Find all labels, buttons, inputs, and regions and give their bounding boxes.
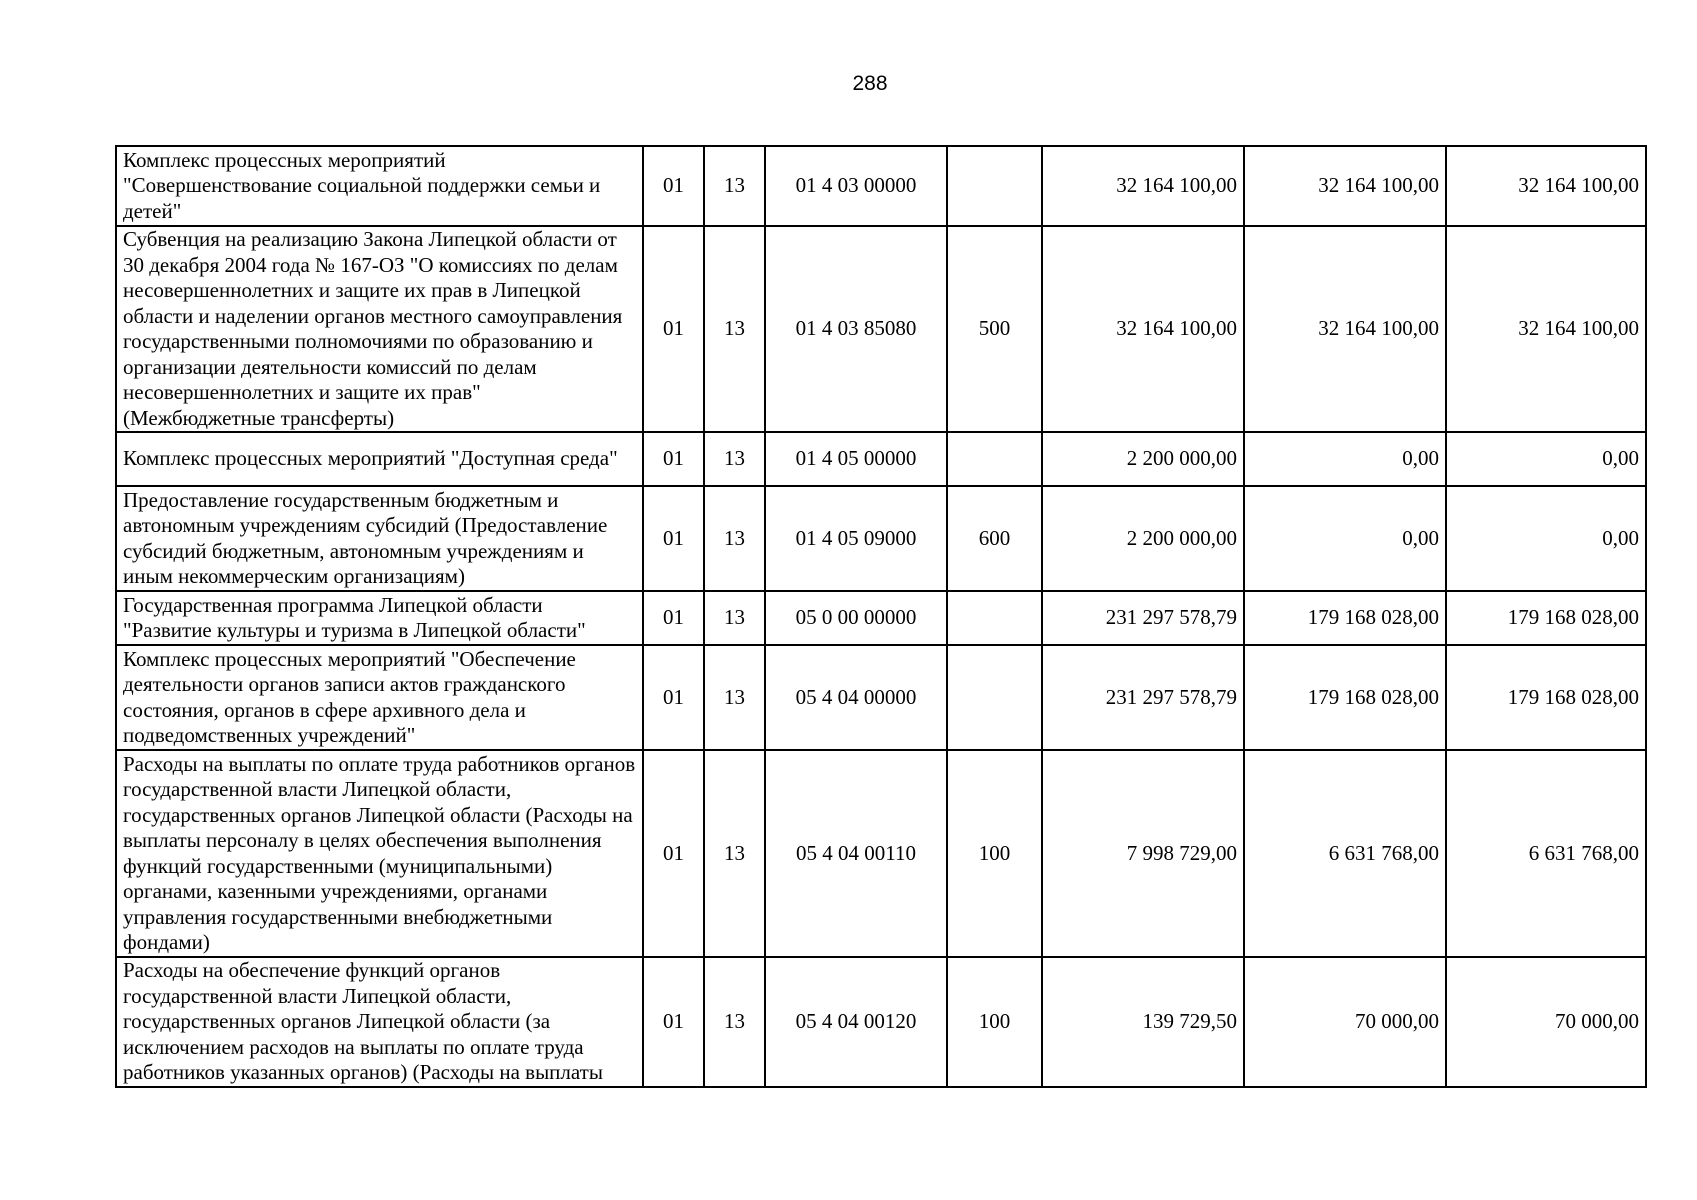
amount-year2-cell: 32 164 100,00 — [1244, 146, 1446, 226]
subsection-code-cell: 13 — [704, 486, 765, 591]
table-row — [116, 957, 1646, 1087]
amount-year3-cell: 0,00 — [1446, 486, 1646, 591]
section-code-cell: 01 — [643, 432, 704, 486]
amount-year2-cell: 0,00 — [1244, 486, 1446, 591]
amount-year2-cell: 179 168 028,00 — [1244, 645, 1446, 750]
amount-year1-cell: 32 164 100,00 — [1042, 226, 1244, 432]
subsection-code-cell: 13 — [704, 957, 765, 1087]
subsection-code-cell: 13 — [704, 226, 765, 432]
expense-name-cell: Комплекс процессных мероприятий "Обеспечение деятельности органов записи актов гражданского состояния, органов в сфере архивного дела и подведомственных учреждений" — [116, 645, 643, 750]
expense-type-cell: 600 — [947, 486, 1042, 591]
subsection-code-cell: 13 — [704, 146, 765, 226]
expense-type-cell — [947, 591, 1042, 645]
section-code-cell: 01 — [643, 750, 704, 957]
expense-name-cell: Субвенция на реализацию Закона Липецкой области от 30 декабря 2004 года № 167-ОЗ "О комиссиях по делам несовершеннолетних и защите их прав в Липецкой области и наделении органов местного самоуправления государственными полномочиями по образованию и организации деятельности комиссий по делам несовершеннолетних и защите их прав" (Межбюджетные трансферты) — [116, 226, 643, 432]
table-row — [116, 486, 1646, 591]
amount-year3-cell: 32 164 100,00 — [1446, 146, 1646, 226]
target-article-cell: 01 4 03 85080 — [765, 226, 947, 432]
table-row — [116, 591, 1646, 645]
amount-year1-cell: 7 998 729,00 — [1042, 750, 1244, 957]
page-number: 288 — [852, 72, 888, 95]
expense-type-cell — [947, 645, 1042, 750]
expense-type-cell — [947, 146, 1042, 226]
expense-type-cell: 500 — [947, 226, 1042, 432]
amount-year3-cell: 179 168 028,00 — [1446, 645, 1646, 750]
subsection-code-cell: 13 — [704, 591, 765, 645]
subsection-code-cell: 13 — [704, 645, 765, 750]
table-row — [116, 750, 1646, 957]
budget-table — [115, 145, 1647, 1088]
section-code-cell: 01 — [643, 591, 704, 645]
expense-name-cell: Предоставление государственным бюджетным и автономным учреждениям субсидий (Предоставление субсидий бюджетным, автономным учреждениям и иным некоммерческим организациям) — [116, 486, 643, 591]
table-row — [116, 432, 1646, 486]
amount-year1-cell: 2 200 000,00 — [1042, 486, 1244, 591]
amount-year1-cell: 231 297 578,79 — [1042, 591, 1244, 645]
amount-year3-cell: 6 631 768,00 — [1446, 750, 1646, 957]
amount-year2-cell: 32 164 100,00 — [1244, 226, 1446, 432]
amount-year3-cell: 70 000,00 — [1446, 957, 1646, 1087]
amount-year3-cell: 179 168 028,00 — [1446, 591, 1646, 645]
target-article-cell: 01 4 03 00000 — [765, 146, 947, 226]
target-article-cell: 05 4 04 00110 — [765, 750, 947, 957]
target-article-cell: 05 4 04 00000 — [765, 645, 947, 750]
target-article-cell: 01 4 05 09000 — [765, 486, 947, 591]
expense-type-cell — [947, 432, 1042, 486]
section-code-cell: 01 — [643, 146, 704, 226]
expense-name-cell: Расходы на выплаты по оплате труда работников органов государственной власти Липецкой области, государственных органов Липецкой области (Расходы на выплаты персоналу в целях обеспечения выполнения функций государственными (муниципальными) органами, казенными учреждениями, органами управления государственными внебюджетными фондами) — [116, 750, 643, 957]
expense-name-cell: Государственная программа Липецкой области "Развитие культуры и туризма в Липецкой области" — [116, 591, 643, 645]
table-row — [116, 645, 1646, 750]
amount-year1-cell: 231 297 578,79 — [1042, 645, 1244, 750]
section-code-cell: 01 — [643, 486, 704, 591]
expense-name-cell: Комплекс процессных мероприятий "Доступная среда" — [116, 432, 643, 486]
amount-year1-cell: 32 164 100,00 — [1042, 146, 1244, 226]
amount-year1-cell: 139 729,50 — [1042, 957, 1244, 1087]
target-article-cell: 01 4 05 00000 — [765, 432, 947, 486]
table-row — [116, 146, 1646, 226]
subsection-code-cell: 13 — [704, 432, 765, 486]
amount-year3-cell: 0,00 — [1446, 432, 1646, 486]
section-code-cell: 01 — [643, 645, 704, 750]
target-article-cell: 05 4 04 00120 — [765, 957, 947, 1087]
expense-type-cell: 100 — [947, 750, 1042, 957]
amount-year1-cell: 2 200 000,00 — [1042, 432, 1244, 486]
subsection-code-cell: 13 — [704, 750, 765, 957]
amount-year2-cell: 70 000,00 — [1244, 957, 1446, 1087]
amount-year3-cell: 32 164 100,00 — [1446, 226, 1646, 432]
amount-year2-cell: 6 631 768,00 — [1244, 750, 1446, 957]
amount-year2-cell: 179 168 028,00 — [1244, 591, 1446, 645]
expense-type-cell: 100 — [947, 957, 1042, 1087]
section-code-cell: 01 — [643, 226, 704, 432]
expense-name-cell: Расходы на обеспечение функций органов государственной власти Липецкой области, государственных органов Липецкой области (за исключением расходов на выплаты по оплате труда работников указанных органов) (Расходы на выплаты — [116, 957, 643, 1087]
section-code-cell: 01 — [643, 957, 704, 1087]
expense-name-cell: Комплекс процессных мероприятий "Совершенствование социальной поддержки семьи и детей" — [116, 146, 643, 226]
amount-year2-cell: 0,00 — [1244, 432, 1446, 486]
table-row — [116, 226, 1646, 432]
target-article-cell: 05 0 00 00000 — [765, 591, 947, 645]
